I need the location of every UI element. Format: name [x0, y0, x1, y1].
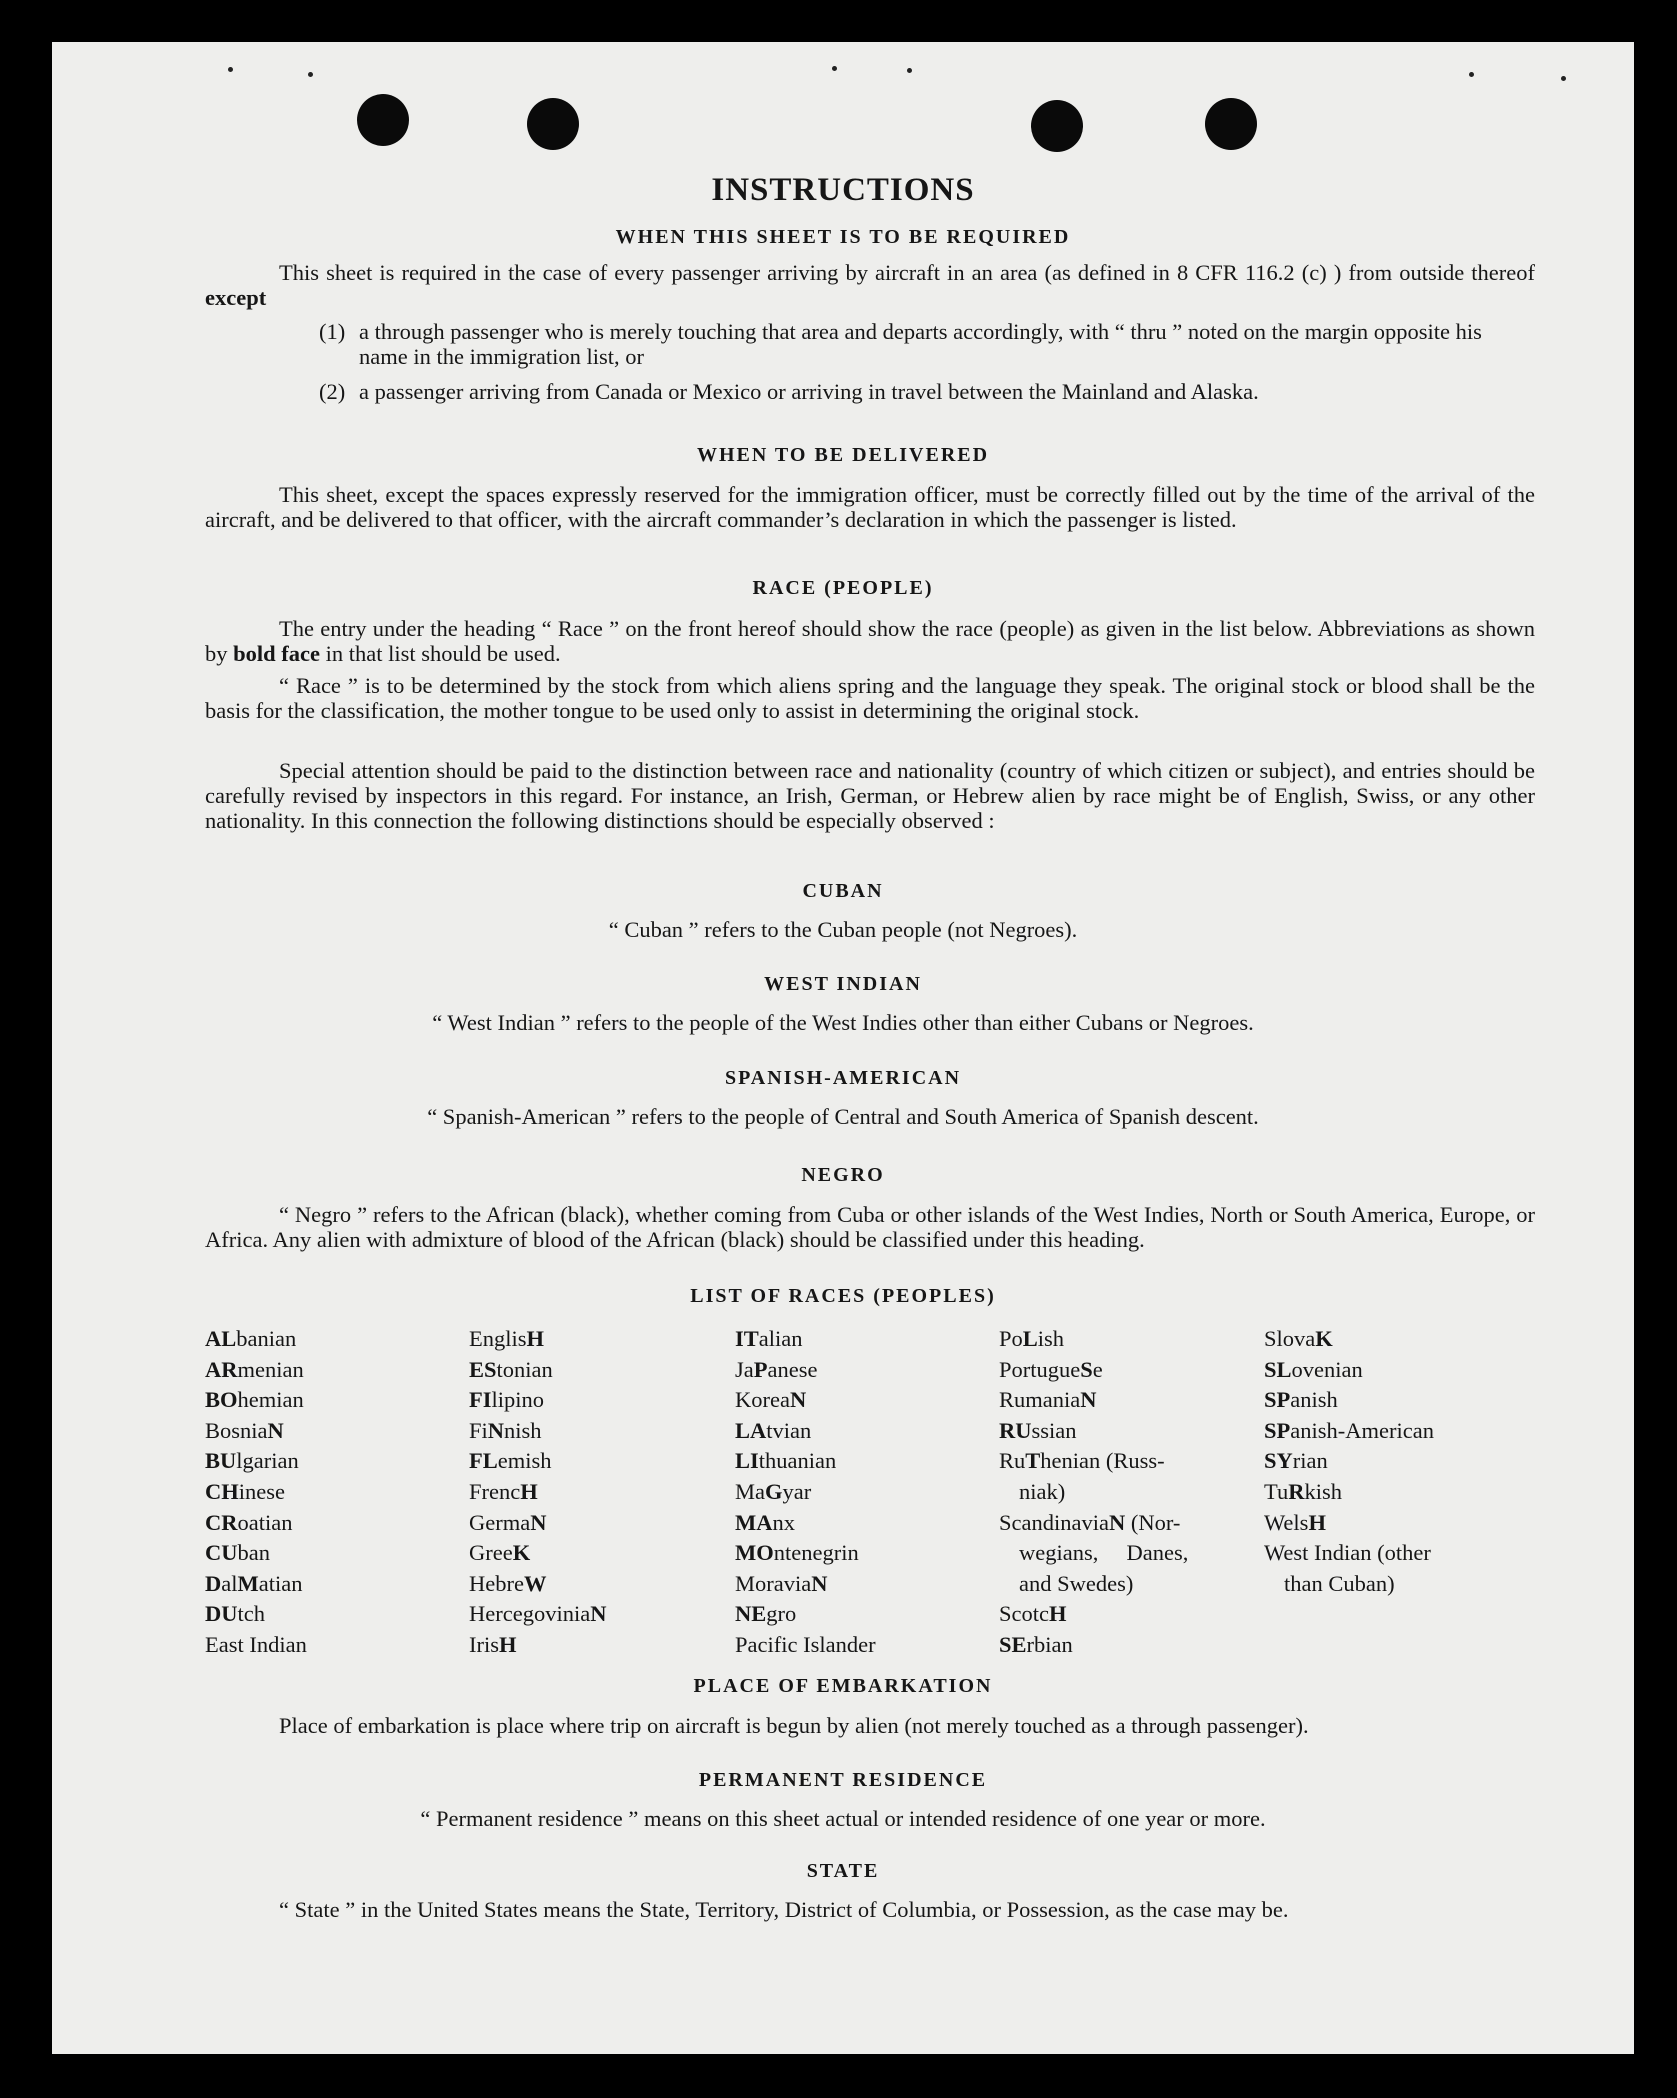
race-entry: SErbian	[999, 1631, 1073, 1657]
races-column-4	[999, 1324, 1188, 1661]
heading-delivered: WHEN TO BE DELIVERED	[696, 444, 990, 466]
races-column-1	[205, 1324, 307, 1661]
heading-race: RACE (PEOPLE)	[752, 577, 934, 599]
page-title: INSTRUCTIONS	[711, 172, 975, 208]
race-entry: EnglisH	[469, 1326, 545, 1351]
race-entry: HebreW	[469, 1570, 547, 1596]
race-entry: MoraviaN	[735, 1570, 828, 1596]
race-entry: ALbanian	[205, 1326, 297, 1351]
race-paragraph-2: “ Race ” is to be determined by the stock from which aliens spring and the language they speak. The original stock or blood shall be the basis for the classification, the mother tongue to be used only to assist in determining the original stock.	[205, 673, 1535, 723]
race-entry: wegians, Danes,	[1019, 1540, 1189, 1566]
heading-permanent-residence: PERMANENT RESIDENCE	[698, 1769, 988, 1791]
cuban-text: “ Cuban ” refers to the Cuban people (not Negroes).	[608, 917, 1078, 942]
heading-embarkation: PLACE OF EMBARKATION	[693, 1675, 993, 1697]
race-entry: GreeK	[469, 1540, 531, 1566]
race-entry: ITalian	[735, 1326, 803, 1351]
race-entry: DalMatian	[205, 1570, 303, 1596]
heading-spanish-american: SPANISH-AMERICAN	[724, 1067, 962, 1089]
race-entry: HercegoviniaN	[469, 1601, 607, 1627]
race-entry: SYrian	[1264, 1448, 1328, 1474]
race-entry: and Swedes)	[1019, 1570, 1134, 1596]
race-entry: BosniaN	[205, 1417, 284, 1443]
heading-cuban: CUBAN	[802, 880, 884, 902]
race-paragraph-3: Special attention should be paid to the distinction between race and nationality (country of which citizen or subject), and entries should be carefully revised by inspectors in this regard. For instance, an Irish, German, or Hebrew alien by race might be of English, Swiss, or any other nationality. In this connection the following distinctions should be especially observed :	[205, 758, 1535, 833]
race-entry: TuRkish	[1264, 1478, 1342, 1504]
heading-required: WHEN THIS SHEET IS TO BE REQUIRED	[615, 226, 1071, 248]
race-entry: FrencH	[469, 1478, 538, 1504]
west-indian-text: “ West Indian ” refers to the people of the West Indies other than either Cubans or Negroes.	[432, 1010, 1254, 1035]
race-entry: BUlgarian	[205, 1448, 299, 1474]
races-column-3	[735, 1324, 876, 1661]
state-text: “ State ” in the United States means the State, Territory, District of Columbia, or Possession, as the case may be.	[279, 1897, 1289, 1922]
speck	[907, 68, 912, 73]
race-entry: PoLish	[999, 1326, 1065, 1351]
race-entry: IrisH	[469, 1631, 517, 1657]
race-entry: MOntenegrin	[735, 1540, 859, 1566]
race-entry: Pacific Islander	[735, 1631, 876, 1657]
race-entry: West Indian (other	[1264, 1540, 1431, 1566]
race-entry: FiNnish	[469, 1417, 542, 1443]
race-entry: ScotcH	[999, 1601, 1067, 1627]
speck	[1561, 76, 1566, 81]
race-entry: niak)	[1019, 1478, 1066, 1504]
exception-item-1: (1) a through passenger who is merely touching that area and departs accordingly, with “ thru ” noted on the margin opposite his name in the immigration list, or	[319, 319, 1482, 369]
race-entry: SPanish-American	[1264, 1417, 1434, 1443]
race-entry: CUban	[205, 1540, 270, 1566]
required-intro: This sheet is required in the case of every passenger arriving by aircraft in an area (as defined in 8 CFR 116.2 (c) ) from outside thereof except	[205, 260, 1535, 310]
punch-hole	[1205, 98, 1257, 150]
race-entry: MAnx	[735, 1509, 795, 1535]
residence-text: “ Permanent residence ” means on this sheet actual or intended residence of one year or more.	[420, 1806, 1266, 1831]
race-entry: LAtvian	[735, 1417, 812, 1443]
race-entry: East Indian	[205, 1631, 307, 1657]
race-entry: ScandinaviaN (Nor-	[999, 1509, 1181, 1535]
race-entry: FIlipino	[469, 1387, 545, 1413]
race-entry: than Cuban)	[1284, 1570, 1395, 1596]
race-entry: EStonian	[469, 1356, 553, 1382]
spanish-american-text: “ Spanish-American ” refers to the people of Central and South America of Spanish descent.	[427, 1104, 1259, 1129]
document-page	[52, 42, 1634, 2054]
speck	[228, 67, 233, 72]
race-entry: GermaN	[469, 1509, 547, 1535]
delivered-text: This sheet, except the spaces expressly reserved for the immigration officer, must be correctly filled out by the time of the arrival of the aircraft, and be delivered to that officer, with the aircraft commander’s declaration in which the passenger is listed.	[205, 482, 1535, 532]
race-entry: WelsH	[1264, 1509, 1326, 1535]
race-entry: RUssian	[999, 1417, 1077, 1443]
race-entry: MaGyar	[735, 1478, 812, 1504]
heading-list-of-races: LIST OF RACES (PEOPLES)	[690, 1285, 996, 1307]
speck	[1469, 72, 1474, 77]
exception-item-2: (2) a passenger arriving from Canada or Mexico or arriving in travel between the Mainland and Alaska.	[319, 379, 1259, 404]
race-entry: ARmenian	[205, 1356, 304, 1382]
speck	[308, 72, 313, 77]
race-entry: RumaniaN	[999, 1387, 1097, 1413]
heading-negro: NEGRO	[801, 1164, 885, 1186]
races-column-2	[469, 1324, 606, 1661]
speck	[832, 66, 837, 71]
race-entry: CRoatian	[205, 1509, 293, 1535]
race-paragraph-1: The entry under the heading “ Race ” on the front hereof should show the race (people) as given in the list below. Abbreviations as shown by bold face in that list should be used.	[205, 616, 1535, 666]
race-entry: CHinese	[205, 1478, 285, 1504]
race-entry: SLovenian	[1264, 1356, 1363, 1382]
embarkation-text: Place of embarkation is place where trip on aircraft is begun by alien (not merely touched as a through passenger).	[279, 1713, 1309, 1738]
race-entry: NEgro	[735, 1601, 797, 1627]
races-column-5	[1264, 1324, 1434, 1599]
punch-hole	[527, 98, 579, 150]
race-entry: LIthuanian	[735, 1448, 837, 1474]
race-entry: KoreaN	[735, 1387, 807, 1413]
negro-text: “ Negro ” refers to the African (black), whether coming from Cuba or other islands of the West Indies, North or South America, Europe, or Africa. Any alien with admixture of blood of the African (black) should be classified under this heading.	[205, 1202, 1535, 1252]
race-entry: JaPanese	[735, 1356, 818, 1382]
race-entry: PortugueSe	[999, 1356, 1103, 1382]
punch-hole	[1031, 100, 1083, 152]
race-entry: DUtch	[205, 1601, 265, 1627]
race-entry: FLemish	[469, 1448, 552, 1474]
punch-hole	[357, 94, 409, 146]
heading-west-indian: WEST INDIAN	[764, 973, 922, 995]
race-entry: BOhemian	[205, 1387, 304, 1413]
race-entry: SPanish	[1264, 1387, 1338, 1413]
heading-state: STATE	[806, 1860, 880, 1882]
race-entry: SlovaK	[1264, 1326, 1333, 1351]
race-entry: RuThenian (Russ-	[999, 1448, 1165, 1474]
